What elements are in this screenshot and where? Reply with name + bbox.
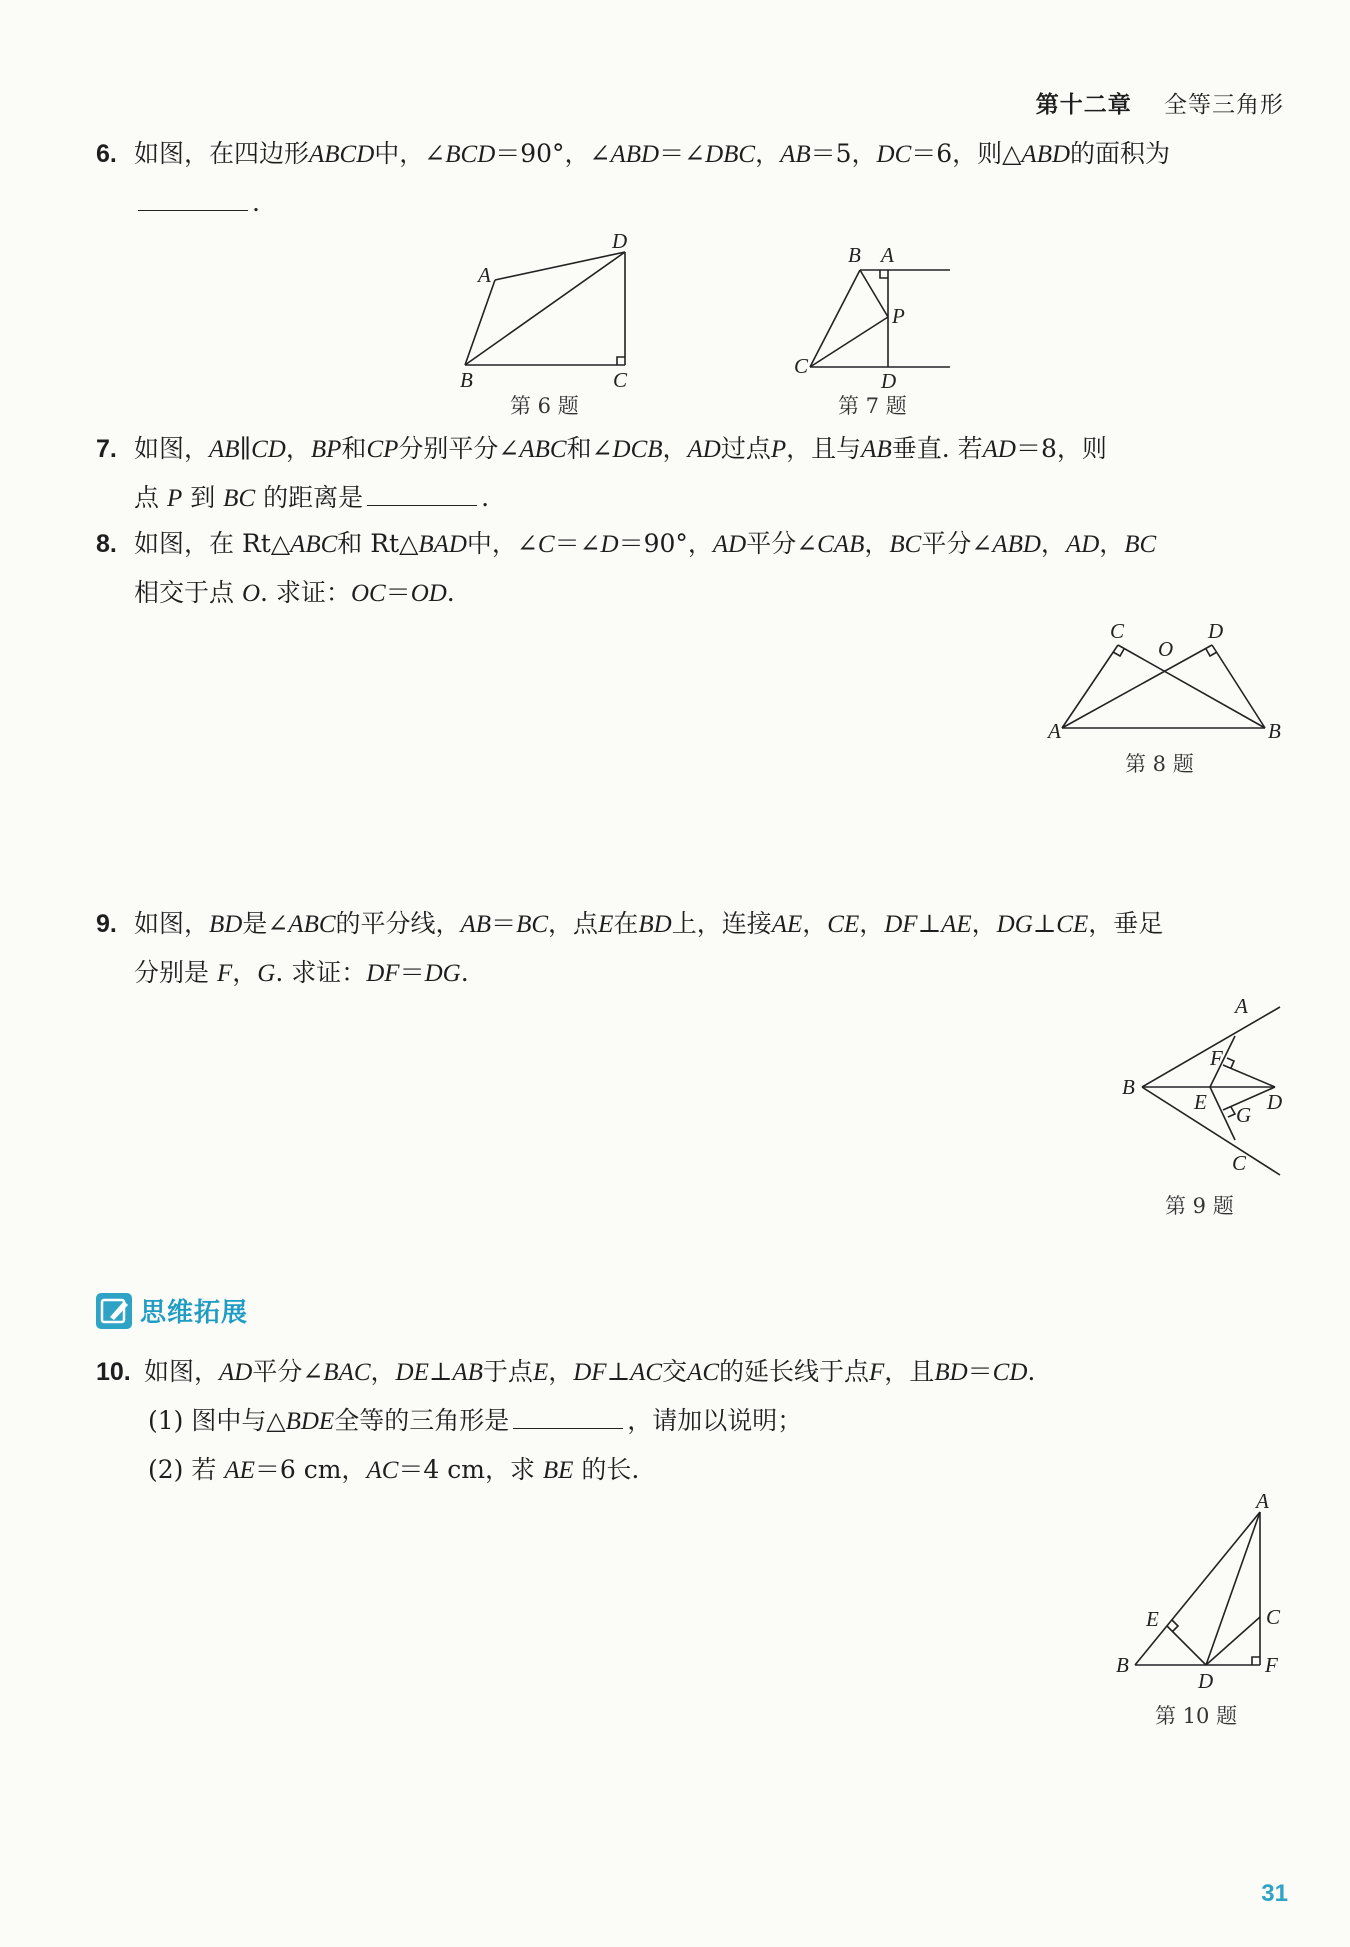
question-9 — [96, 900, 1286, 998]
label-G: G — [1236, 1103, 1252, 1127]
question-text: 如图，AB∥CD，BP和CP分别平分∠ABC和∠DCB，AD过点P，且与AB垂直. 若AD＝8，则 — [134, 434, 1107, 463]
label-C: C — [1266, 1605, 1281, 1629]
question-text: 如图，BD是∠ABC的平分线，AB＝BC，点E在BD上，连接AE，CE，DF⊥AE，DG⊥CE，垂足 — [134, 909, 1164, 938]
question-number: 7. — [96, 435, 117, 463]
label-D: D — [1267, 1090, 1283, 1114]
figure-8-diagram — [1040, 619, 1290, 743]
label-C: C — [613, 368, 628, 392]
chapter-label: 第十二章 — [1035, 91, 1132, 118]
label-F: F — [1210, 1046, 1223, 1070]
figure-6-caption: 第 6 题 — [510, 394, 579, 418]
question-number: 10. — [96, 1358, 131, 1386]
label-C: C — [1110, 619, 1125, 643]
label-C: C — [1232, 1151, 1247, 1175]
question-text-cont: . — [96, 179, 1286, 227]
pencil-board-icon — [96, 1293, 132, 1329]
figure-7-diagram — [780, 240, 970, 393]
label-A: A — [1048, 719, 1061, 743]
label-B: B — [460, 368, 473, 392]
label-E: E — [1194, 1090, 1207, 1114]
figure-10-diagram — [1110, 1489, 1290, 1700]
question-number: 8. — [96, 530, 117, 558]
question-number: 6. — [96, 140, 117, 168]
figure-7-caption: 第 7 题 — [838, 394, 907, 418]
label-B: B — [1116, 1653, 1129, 1677]
label-C: C — [794, 354, 809, 378]
label-B: B — [848, 243, 861, 267]
figure-10-caption: 第 10 题 — [1155, 1704, 1238, 1728]
label-A: A — [881, 243, 894, 267]
figure-6-diagram — [440, 230, 660, 390]
label-A: A — [1256, 1489, 1269, 1513]
question-7 — [96, 425, 1286, 523]
chapter-title: 全等三角形 — [1164, 92, 1284, 118]
label-A: A — [478, 263, 491, 287]
label-D: D — [1198, 1669, 1214, 1693]
question-text: 如图，在四边形ABCD中，∠BCD＝90°，∠ABD＝∠DBC，AB＝5，DC＝6，则△ABD的面积为 — [134, 139, 1171, 168]
answer-blank[interactable] — [513, 1404, 623, 1429]
label-P: P — [892, 304, 905, 328]
question-text: 如图，在 Rt△ABC和 Rt△BAD中，∠C＝∠D＝90°，AD平分∠CAB，BC平分∠ABD，AD，BC — [134, 529, 1157, 558]
question-6 — [96, 130, 1286, 227]
label-B: B — [1122, 1075, 1135, 1099]
label-D: D — [881, 369, 897, 393]
figure-8-caption: 第 8 题 — [1125, 752, 1194, 776]
question-text-cont: 点 P 到 BC 的距离是 . — [134, 483, 490, 512]
label-E: E — [1146, 1607, 1159, 1631]
figure-9-diagram — [1110, 995, 1295, 1190]
label-D: D — [1208, 619, 1224, 643]
section-header — [96, 1292, 248, 1329]
page-number: 31 — [1261, 1880, 1288, 1907]
figure-9-caption: 第 9 题 — [1165, 1194, 1234, 1218]
subquestion-1: (1) 图中与△BDE全等的三角形是 ，请加以说明； — [148, 1406, 803, 1435]
answer-blank[interactable] — [138, 186, 248, 211]
question-text-cont: 分别是 F，G. 求证：DF＝DG. — [134, 958, 469, 987]
answer-blank[interactable] — [367, 481, 477, 506]
question-text-cont: 相交于点 O. 求证：OC＝OD. — [134, 578, 455, 607]
question-8 — [96, 520, 1286, 618]
label-B: B — [1268, 719, 1281, 743]
question-10 — [96, 1348, 1286, 1495]
section-label: 思维拓展 — [140, 1298, 249, 1328]
label-O: O — [1158, 637, 1174, 661]
label-F: F — [1265, 1653, 1278, 1677]
question-number: 9. — [96, 910, 117, 938]
label-A: A — [1235, 994, 1248, 1018]
subquestion-2: (2) 若 AE＝6 cm，AC＝4 cm，求 BE 的长. — [148, 1455, 640, 1484]
label-D: D — [612, 229, 628, 253]
question-text: 如图，AD平分∠BAC，DE⊥AB于点E，DF⊥AC交AC的延长线于点F，且BD＝CD. — [144, 1357, 1036, 1386]
page-header — [1036, 86, 1284, 119]
